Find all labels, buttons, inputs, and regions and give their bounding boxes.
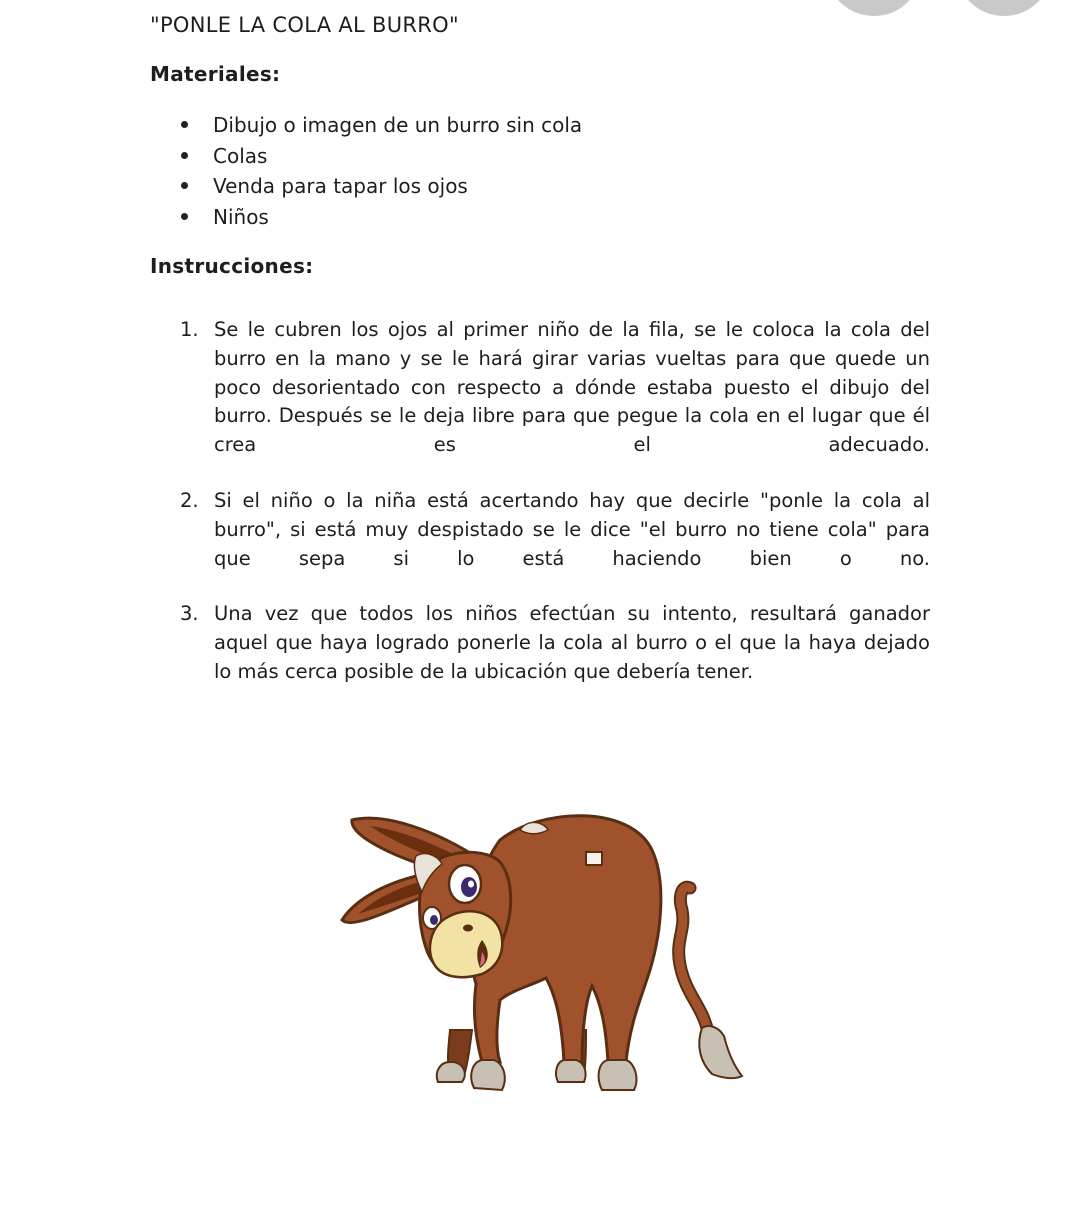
step-number: 2.	[180, 488, 199, 512]
page-title: "PONLE LA COLA AL BURRO"	[150, 13, 459, 37]
material-text: Venda para tapar los ojos	[213, 174, 468, 198]
instructions-list	[180, 316, 930, 714]
instructions-heading: Instrucciones:	[150, 254, 314, 278]
material-text: Dibujo o imagen de un burro sin cola	[213, 113, 583, 137]
list-item	[181, 202, 582, 233]
donkey-icon	[330, 800, 750, 1100]
bullet-icon	[181, 152, 188, 159]
bullet-icon	[181, 182, 188, 189]
material-text: Colas	[213, 143, 268, 168]
materials-list	[181, 110, 582, 232]
materials-heading: Materiales:	[150, 62, 281, 86]
step-number: 3.	[180, 602, 199, 626]
step-number: 1.	[180, 318, 199, 341]
step-text: Si el niño o la niña está acertando hay que decirle "ponle la cola al burro", si está muy despistado se le dice "el burro no tiene cola" para que sepa si lo está haciendo bien o no.	[214, 488, 930, 570]
bullet-icon	[181, 121, 188, 128]
bullet-icon	[181, 213, 188, 220]
instruction-step	[180, 487, 930, 573]
instruction-step	[180, 600, 930, 686]
donkey-tail	[679, 887, 742, 1078]
list-item	[181, 171, 582, 202]
list-item	[181, 141, 582, 172]
step-text: Una vez que todos los niños efectúan su intento, resultará ganador aquel que haya logrado ponerle la cola al burro o el que la haya dejado lo más cerca posible de la ubicación que debería tener.	[214, 602, 930, 683]
material-text: Niños	[213, 204, 269, 229]
step-text: Se le cubren los ojos al primer niño de la fila, se le coloca la cola del burro en la mano y se le hará girar varias vueltas para que quede un poco desorientado con respecto a dónde estaba puesto el dibujo del burro. Después se le deja libre para que pegue la cola en el lugar que él crea es el adecuado.	[214, 318, 930, 457]
list-item	[181, 110, 582, 141]
instruction-step	[180, 316, 930, 460]
